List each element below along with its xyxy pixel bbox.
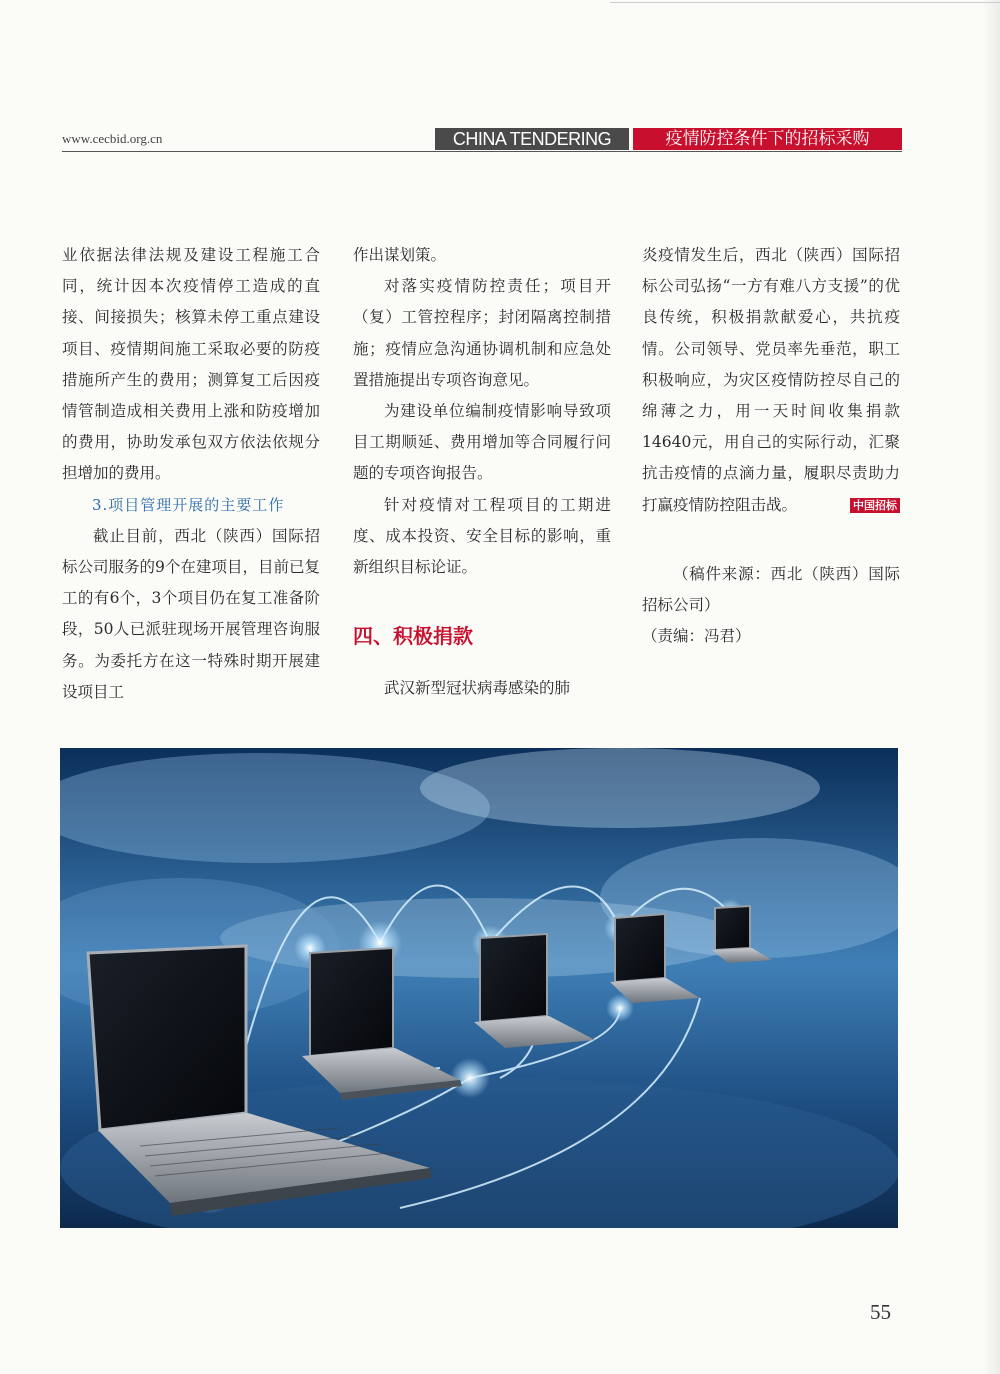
text-column-1 bbox=[62, 240, 320, 708]
paragraph: 作出谋划策。 bbox=[353, 246, 447, 264]
text-column-2 bbox=[353, 240, 611, 704]
section-title: 疫情防控条件下的招标采购 bbox=[633, 128, 902, 150]
page-edge-shadow bbox=[982, 0, 1000, 1374]
paragraph bbox=[642, 240, 900, 521]
paragraph: 为建设单位编制疫情影响导致项目工期顺延、费用增加等合同履行问题的专项咨询报告。 bbox=[353, 402, 611, 483]
source-note: （稿件来源：西北（陕西）国际招标公司） bbox=[642, 564, 900, 615]
top-rule bbox=[610, 2, 1000, 3]
paragraph: 对落实疫情防控责任；项目开（复）工管控程序；封闭隔离控制措施；疫情应急沟通协调机制和应急处置措施提出专项咨询意见。 bbox=[353, 277, 611, 389]
paragraph: 针对疫情对工程项目的工期进度、成本投资、安全目标的影响，重新组织目标论证。 bbox=[353, 495, 611, 577]
paragraph: 截止目前，西北（陕西）国际招标公司服务的9个在建项目，目前已复工的有6个，3个项目仍在复工准备阶段，50人已派驻现场开展管理咨询服务。为委托方在这一特殊时期开展建设项目工 bbox=[62, 526, 320, 701]
hero-image bbox=[60, 748, 898, 1228]
site-url: www.cecbid.org.cn bbox=[62, 131, 163, 146]
section-heading: 四、积极捐款 bbox=[353, 624, 473, 649]
text-column-3 bbox=[642, 240, 900, 652]
editor-note: （责编：冯君） bbox=[642, 627, 751, 646]
paragraph: 武汉新型冠状病毒感染的肺 bbox=[384, 679, 571, 698]
subheading: 3.项目管理开展的主要工作 bbox=[92, 495, 285, 514]
paragraph-text: 炎疫情发生后，西北（陕西）国际招标公司弘扬“一方有难八方支援”的优良传统，积极捐款献爱心，共抗疫情。公司领导、党员率先垂范，职工积极响应，为灾区疫情防控尽自己的绵薄之力，用一天时间收集捐款14640元，用自己的实际行动，汇聚抗击疫情的点滴力量，履职尽责助力打赢疫情防控阻击战。 bbox=[642, 246, 900, 514]
laptops-network-illustration bbox=[60, 748, 898, 1228]
page-number: 55 bbox=[870, 1300, 891, 1324]
page-header bbox=[62, 128, 902, 152]
end-badge: 中国招标 bbox=[850, 498, 900, 513]
brand-label: CHINA TENDERING bbox=[435, 128, 629, 150]
header-rule bbox=[62, 151, 902, 152]
paragraph: 业依据法律法规及建设工程施工合同，统计因本次疫情停工造成的直接、间接损失；核算未停工重点建设项目、疫情期间施工采取必要的防疫措施所产生的费用；测算复工后因疫情管制造成相关费用上涨和防疫增加的费用，协助发承包双方依法依规分担增加的费用。 bbox=[62, 246, 320, 483]
